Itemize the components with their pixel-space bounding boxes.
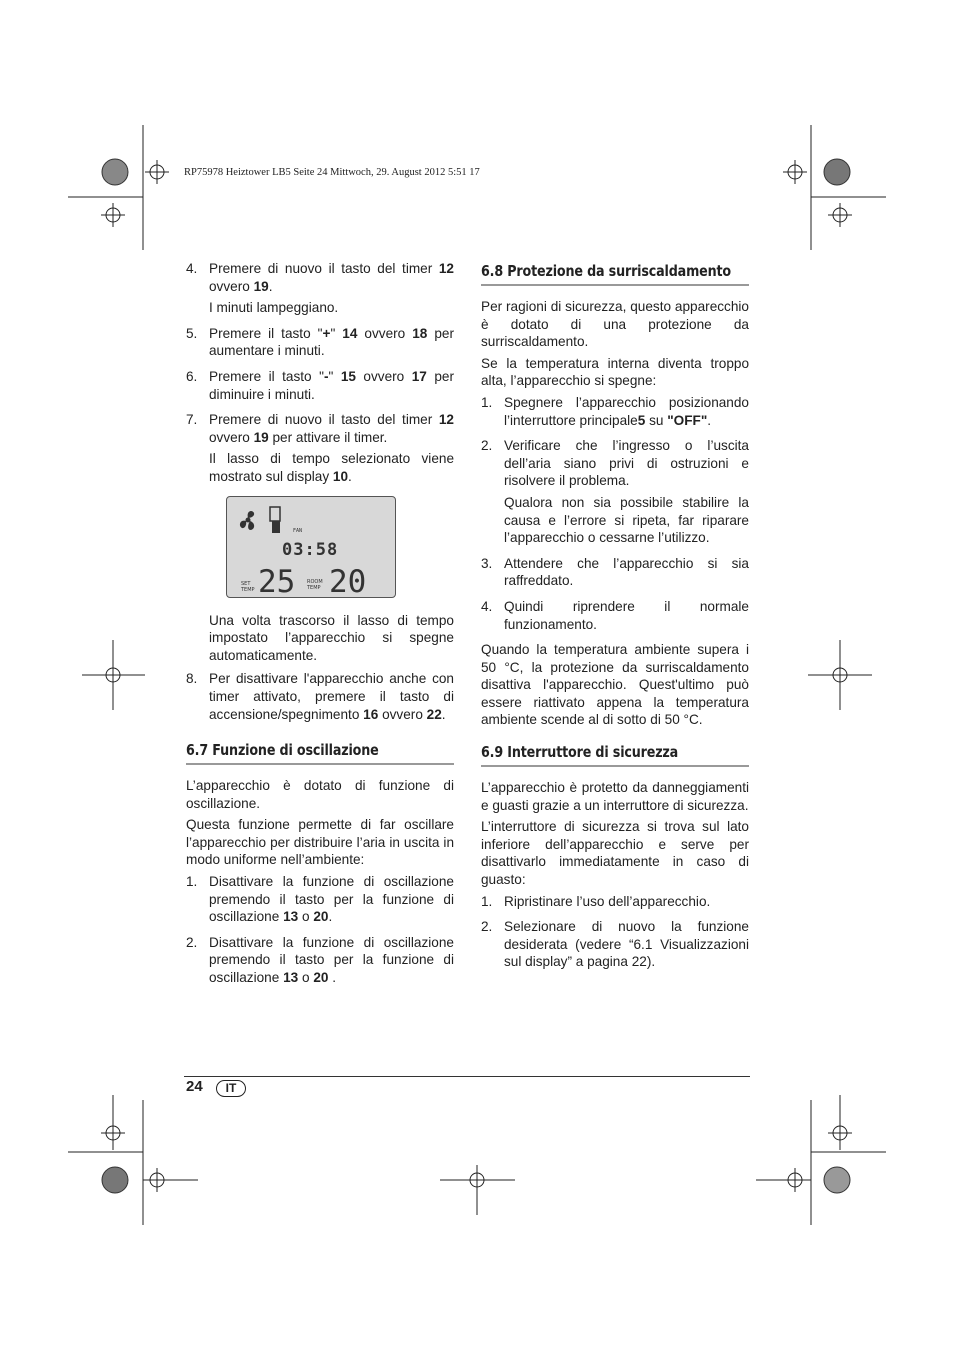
overheat-step-3: 3. Attendere che l’apparecchio si sia raffreddato. [481,555,749,589]
svg-text:TEMP: TEMP [241,586,255,593]
section-6-9-p2: L’interruttore di sicurezza si trova sul lato inferiore dell’apparecchio e serve per disattivarlo immediatamente in caso di guasto: [481,819,749,888]
step-6: 6. Premere il tasto "-" 15 ovvero 17 per diminuire i minuti. [186,368,454,402]
oscillation-step-2: 2. Disattivare la funzione di oscillazione premendo il tasto per la funzione di oscillazione 13 o 20 . [186,934,454,986]
svg-text:TEMP: TEMP [307,584,321,591]
step-7-note: Il lasso di tempo selezionato viene mostrato sul display 10. [209,451,454,484]
section-6-8-p2: Se la temperatura interna diventa troppo alta, l’apparecchio si spegne: [481,355,749,389]
print-header: RP75978 Heiztower LB5 Seite 24 Mittwoch, 29. August 2012 5:51 17 [184,167,480,178]
overheat-step-4: 4. Quindi riprendere il normale funzionamento. [481,598,749,632]
svg-text:ROOM: ROOM [307,578,323,585]
svg-text:20: 20 [329,563,367,599]
svg-text:FAN: FAN [293,527,303,534]
section-6-7-title: 6.7 Funzione di oscillazione [186,741,379,760]
step-4-note: I minuti lampeggiano. [209,300,339,316]
svg-text:03:58: 03:58 [282,539,339,560]
section-6-9-p1: L’apparecchio è protetto da danneggiamenti e guasti grazie a un interruttore di sicurezza. [481,780,749,813]
fan-icon [240,510,254,529]
section-6-8-title: 6.8 Protezione da surriscaldamento [481,262,731,280]
section-6-7-p2: Questa funzione permette di far oscillare l’apparecchio per distribuire l’aria in uscita in modo uniforme nell’ambiente: [186,817,454,868]
overheat-step-2: 2. Verificare che l’ingresso o l’uscita dell’aria siano privi di ostruzioni e risolvere il problema. Qualora non sia possibile stabilire la causa e l’errore si ripeta, far riparare l’apparecchio o cessarne l’utilizzo. [481,438,749,546]
section-6-7-p1: L’apparecchio è dotato di funzione di oscillazione. [186,778,454,811]
section-rule [186,763,454,765]
safety-step-2: 2. Selezionare di nuovo la funzione desiderata (vedere “6.1 Visualizzazioni sul display” a pagina 22). [481,919,749,970]
lcd-display-illustration [226,496,396,598]
right-column [481,260,749,979]
footer-rule [184,1076,750,1077]
oscillation-step-1: 1. Disattivare la funzione di oscillazione premendo il tasto per la funzione di oscillazione 13 o 20. [186,874,454,925]
section-rule [481,284,749,286]
section-6-8-p1: Per ragioni di sicurezza, questo apparecchio è dotato di una protezione da surriscaldamento. [481,299,749,350]
section-6-8-p3: Quando la temperatura ambiente supera i 50 °C, la protezione da surriscaldamento disattiva l'apparecchio. Quest'ultimo può essere riattivato appena la temperatura ambiente scende al di sotto di 50 °C. [481,642,749,728]
step-7: 7. Premere di nuovo il tasto del timer 12 ovvero 19 per attivare il timer. Il lasso di tempo selezionato viene mostrato sul display 10. [186,412,454,484]
step-5: 5. Premere il tasto "+" 14 ovvero 18 per aumentare i minuti. [186,325,454,359]
step-4: 4. Premere di nuovo il tasto del timer 12 ovvero 19. I minuti lampeggiano. [186,261,454,316]
page-number: 24 [186,1078,203,1095]
section-rule [481,765,749,767]
svg-text:SET: SET [241,580,251,587]
step-8: 8. Per disattivare l'apparecchio anche con timer attivato, premere il tasto di accensione/spegnimento 16 ovvero 22. [186,671,454,722]
overheat-step-1: 1. Spegnere l’apparecchio posizionando l’interruttore principale5 su "OFF". [481,394,749,428]
section-6-9-title: 6.9 Interruttore di sicurezza [481,743,679,762]
language-badge: IT [216,1080,246,1097]
timer-end-note: Una volta trascorso il lasso di tempo impostato l’apparecchio si spegne automaticamente. [209,612,454,663]
left-column [186,260,454,995]
safety-step-1: 1. Ripristinare l’uso dell’apparecchio. [481,893,711,909]
lcd-graphic [227,497,397,599]
svg-text:25: 25 [258,563,296,599]
